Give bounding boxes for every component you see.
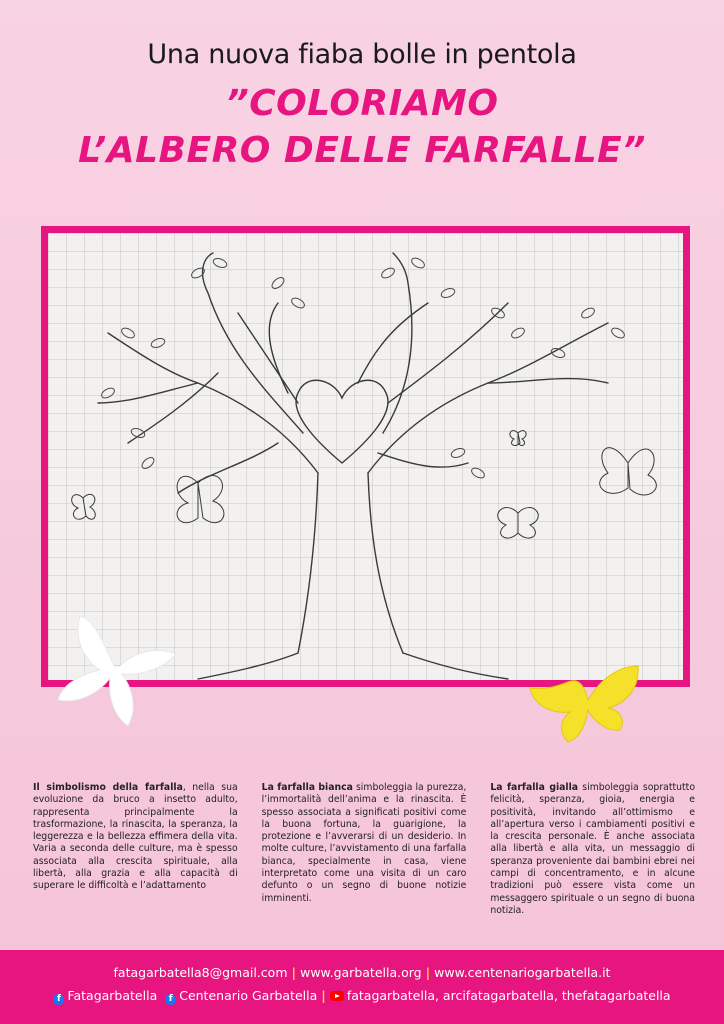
youtube-icon (330, 991, 344, 1001)
column-butterfly-symbolism (33, 782, 238, 917)
footer-facebook-1[interactable]: Fatagarbatella (67, 988, 158, 1003)
column-3-heading: La farfalla gialla (490, 782, 579, 793)
facebook-icon: f (165, 994, 176, 1005)
column-white-butterfly (262, 782, 467, 917)
subtitle: Una nuova fiaba bolle in pentola (147, 39, 577, 70)
column-1-heading: Il simbolismo della farfalla (33, 782, 183, 793)
separator: | (425, 965, 431, 980)
footer-facebook-2[interactable]: Centenario Garbatella (179, 988, 318, 1003)
title (0, 80, 724, 174)
column-2-text: simboleggia la purezza, l’immortalità dell’anima e la rinascita. È spesso associata a significati positivi come la buona fortuna, la guarigione, la protezione e l’avverarsi di un desiderio. In molte culture, l’avvistamento di una farfalla bianca, specialmente in casa, viene interpretato come una visita di un caro defunto o un segno di buone notizie imminenti. (261, 782, 467, 904)
footer-contacts (0, 965, 724, 980)
title-line-1: ”COLORIAMO (225, 83, 499, 124)
column-3-text: simboleggia soprattutto felicità, speranza, gioia, energia e positività, invitando all’ottimismo e all’apertura verso i cambiamenti positivi e la crescita personale. È anche associata alla libertà e alla vita, un messaggio di speranza proveniente dai bambini ebrei nei campi di concentramento, e in alcune tradizioni può essere vista come un messaggero spirituale o un segno di buona notizia. (490, 782, 696, 916)
footer-social (0, 988, 724, 1005)
yellow-butterfly-icon (524, 652, 650, 748)
title-line-2: L’ALBERO DELLE FARFALLE” (78, 130, 646, 171)
footer-email[interactable]: fatagarbatella8@gmail.com (113, 965, 288, 980)
column-yellow-butterfly (490, 782, 695, 917)
text-columns (33, 782, 695, 917)
column-1-text: , nella sua evoluzione da bruco a insetto adulto, rappresenta principalmente la trasformazione, la rinascita, la speranza, la leggerezza e la bellezza effimera della vita. Varia a seconda delle culture, ma è spesso associata alla crescita spirituale, alla libertà, alla grazia e alla capacità di superare le difficoltà e l’adattamento (33, 782, 238, 892)
column-2-heading: La farfalla bianca (261, 782, 353, 793)
facebook-icon: f (53, 994, 64, 1005)
footer-youtube[interactable]: fatagarbatella, arcifatagarbatella, thefatagarbatella (346, 988, 671, 1003)
footer (0, 950, 724, 1024)
white-butterfly-icon (52, 608, 182, 728)
header (0, 38, 724, 174)
footer-site-centenario[interactable]: www.centenariogarbatella.it (434, 965, 611, 980)
separator: | (291, 965, 297, 980)
footer-site-garbatella[interactable]: www.garbatella.org (300, 965, 422, 980)
separator: | (321, 988, 326, 1003)
